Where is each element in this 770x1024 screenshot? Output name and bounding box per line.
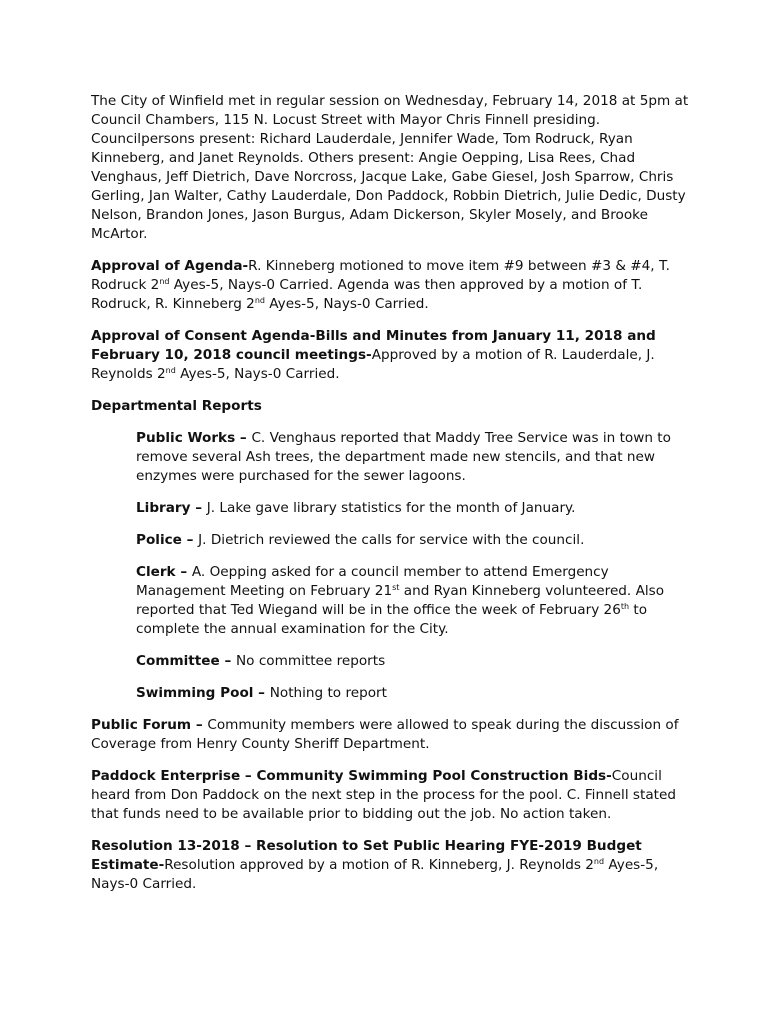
paddock-enterprise-heading: Paddock Enterprise – Community Swimming Pool Construction Bids- xyxy=(91,768,612,784)
clerk-text-1: A. Oepping asked for a council member to attend Emergency Management Meeting on February 21 xyxy=(136,564,609,599)
agenda-text-2: Ayes-5, Nays-0 Carried. Agenda was then approved by a motion of T. Rodruck, R. Kinneberg 2 xyxy=(91,277,643,312)
public-works-heading: Public Works – xyxy=(136,430,252,446)
public-works-text: C. Venghaus reported that Maddy Tree Service was in town to remove several Ash trees, the department made new stencils, and that new enzymes were purchased for the sewer lagoons. xyxy=(136,430,671,484)
swimming-pool-report xyxy=(136,684,681,703)
consent-text-2: Ayes-5, Nays-0 Carried. xyxy=(175,366,340,382)
library-text: J. Lake gave library statistics for the month of January. xyxy=(206,500,576,516)
public-forum-text: Community members were allowed to speak during the discussion of Coverage from Henry County Sheriff Department. xyxy=(91,717,679,752)
resolution-sup-1: nd xyxy=(593,857,605,866)
agenda-text-1: R. Kinneberg motioned to move item #9 between #3 & #4, T. Rodruck 2 xyxy=(91,258,670,293)
police-text: J. Dietrich reviewed the calls for service with the council. xyxy=(198,532,585,548)
agenda-sup-1: nd xyxy=(159,277,170,286)
approval-of-agenda-heading: Approval of Agenda- xyxy=(91,258,249,274)
resolution-heading: Resolution 13-2018 – Resolution to Set Public Hearing FYE-2019 Budget Estimate- xyxy=(91,838,642,873)
resolution-text-1: Resolution approved by a motion of R. Kinneberg, J. Reynolds 2 xyxy=(164,857,594,873)
clerk-sup-1: st xyxy=(392,583,400,592)
clerk-heading: Clerk – xyxy=(136,564,192,580)
public-forum-paragraph xyxy=(91,716,691,754)
committee-heading: Committee – xyxy=(136,653,237,669)
public-forum-heading: Public Forum – xyxy=(91,717,208,733)
agenda-sup-2: nd xyxy=(254,296,265,305)
clerk-sup-2: th xyxy=(620,602,630,611)
swimming-pool-heading: Swimming Pool – xyxy=(136,685,270,701)
committee-report xyxy=(136,652,681,671)
clerk-text-2: and Ryan Kinneberg volunteered. Also reported that Ted Wiegand will be in the office the week of February 26 xyxy=(136,583,665,618)
opening-text: The City of Winfield met in regular session on Wednesday, February 14, 2018 at 5pm at Council Chambers, 115 N. Locust Street with Mayor Chris Finnell presiding. Councilpersons present: Richard Lauderdale, Jennifer Wade, Tom Rodruck, Ryan Kinneberg, and Janet Reynolds. Others present: Angie Oepping, Lisa Rees, Chad Venghaus, Jeff Dietrich, Dave Norcross, Jacque Lake, Gabe Giesel, Josh Sparrow, Chris Gerling, Jan Walter, Cathy Lauderdale, Don Paddock, Robbin Dietrich, Julie Dedic, Dusty Nelson, Brandon Jones, Jason Burgus, Adam Dickerson, Skyler Mosely, and Brooke McArtor. xyxy=(91,93,689,242)
library-report xyxy=(136,499,681,518)
consent-sup-1: nd xyxy=(165,366,176,375)
departmental-reports-heading-paragraph xyxy=(91,397,691,416)
clerk-report xyxy=(136,563,681,639)
minutes-body xyxy=(91,92,691,907)
swimming-pool-text: Nothing to report xyxy=(269,685,387,701)
police-heading: Police – xyxy=(136,532,199,548)
paddock-enterprise-paragraph xyxy=(91,767,691,824)
resolution-paragraph xyxy=(91,837,691,894)
approval-of-agenda-paragraph xyxy=(91,257,691,314)
agenda-text-3: Ayes-5, Nays-0 Carried. xyxy=(264,296,429,312)
resolution-text-2: Ayes-5, Nays-0 Carried. xyxy=(91,857,659,892)
public-works-report xyxy=(136,429,681,486)
consent-text-1: Approved by a motion of R. Lauderdale, J. Reynolds 2 xyxy=(91,347,655,382)
consent-agenda-heading: Approval of Consent Agenda-Bills and Minutes from January 11, 2018 and February 10, 2018 council meetings- xyxy=(91,328,656,363)
consent-agenda-paragraph xyxy=(91,327,691,384)
committee-text: No committee reports xyxy=(236,653,386,669)
opening-paragraph xyxy=(91,92,691,244)
paddock-enterprise-text: Council heard from Don Paddock on the next step in the process for the pool. C. Finnell stated that funds need to be available prior to bidding out the job. No action taken. xyxy=(91,768,676,822)
departmental-reports-heading: Departmental Reports xyxy=(91,398,262,414)
police-report xyxy=(136,531,681,550)
library-heading: Library – xyxy=(136,500,207,516)
clerk-text-3: to complete the annual examination for the City. xyxy=(136,602,648,637)
